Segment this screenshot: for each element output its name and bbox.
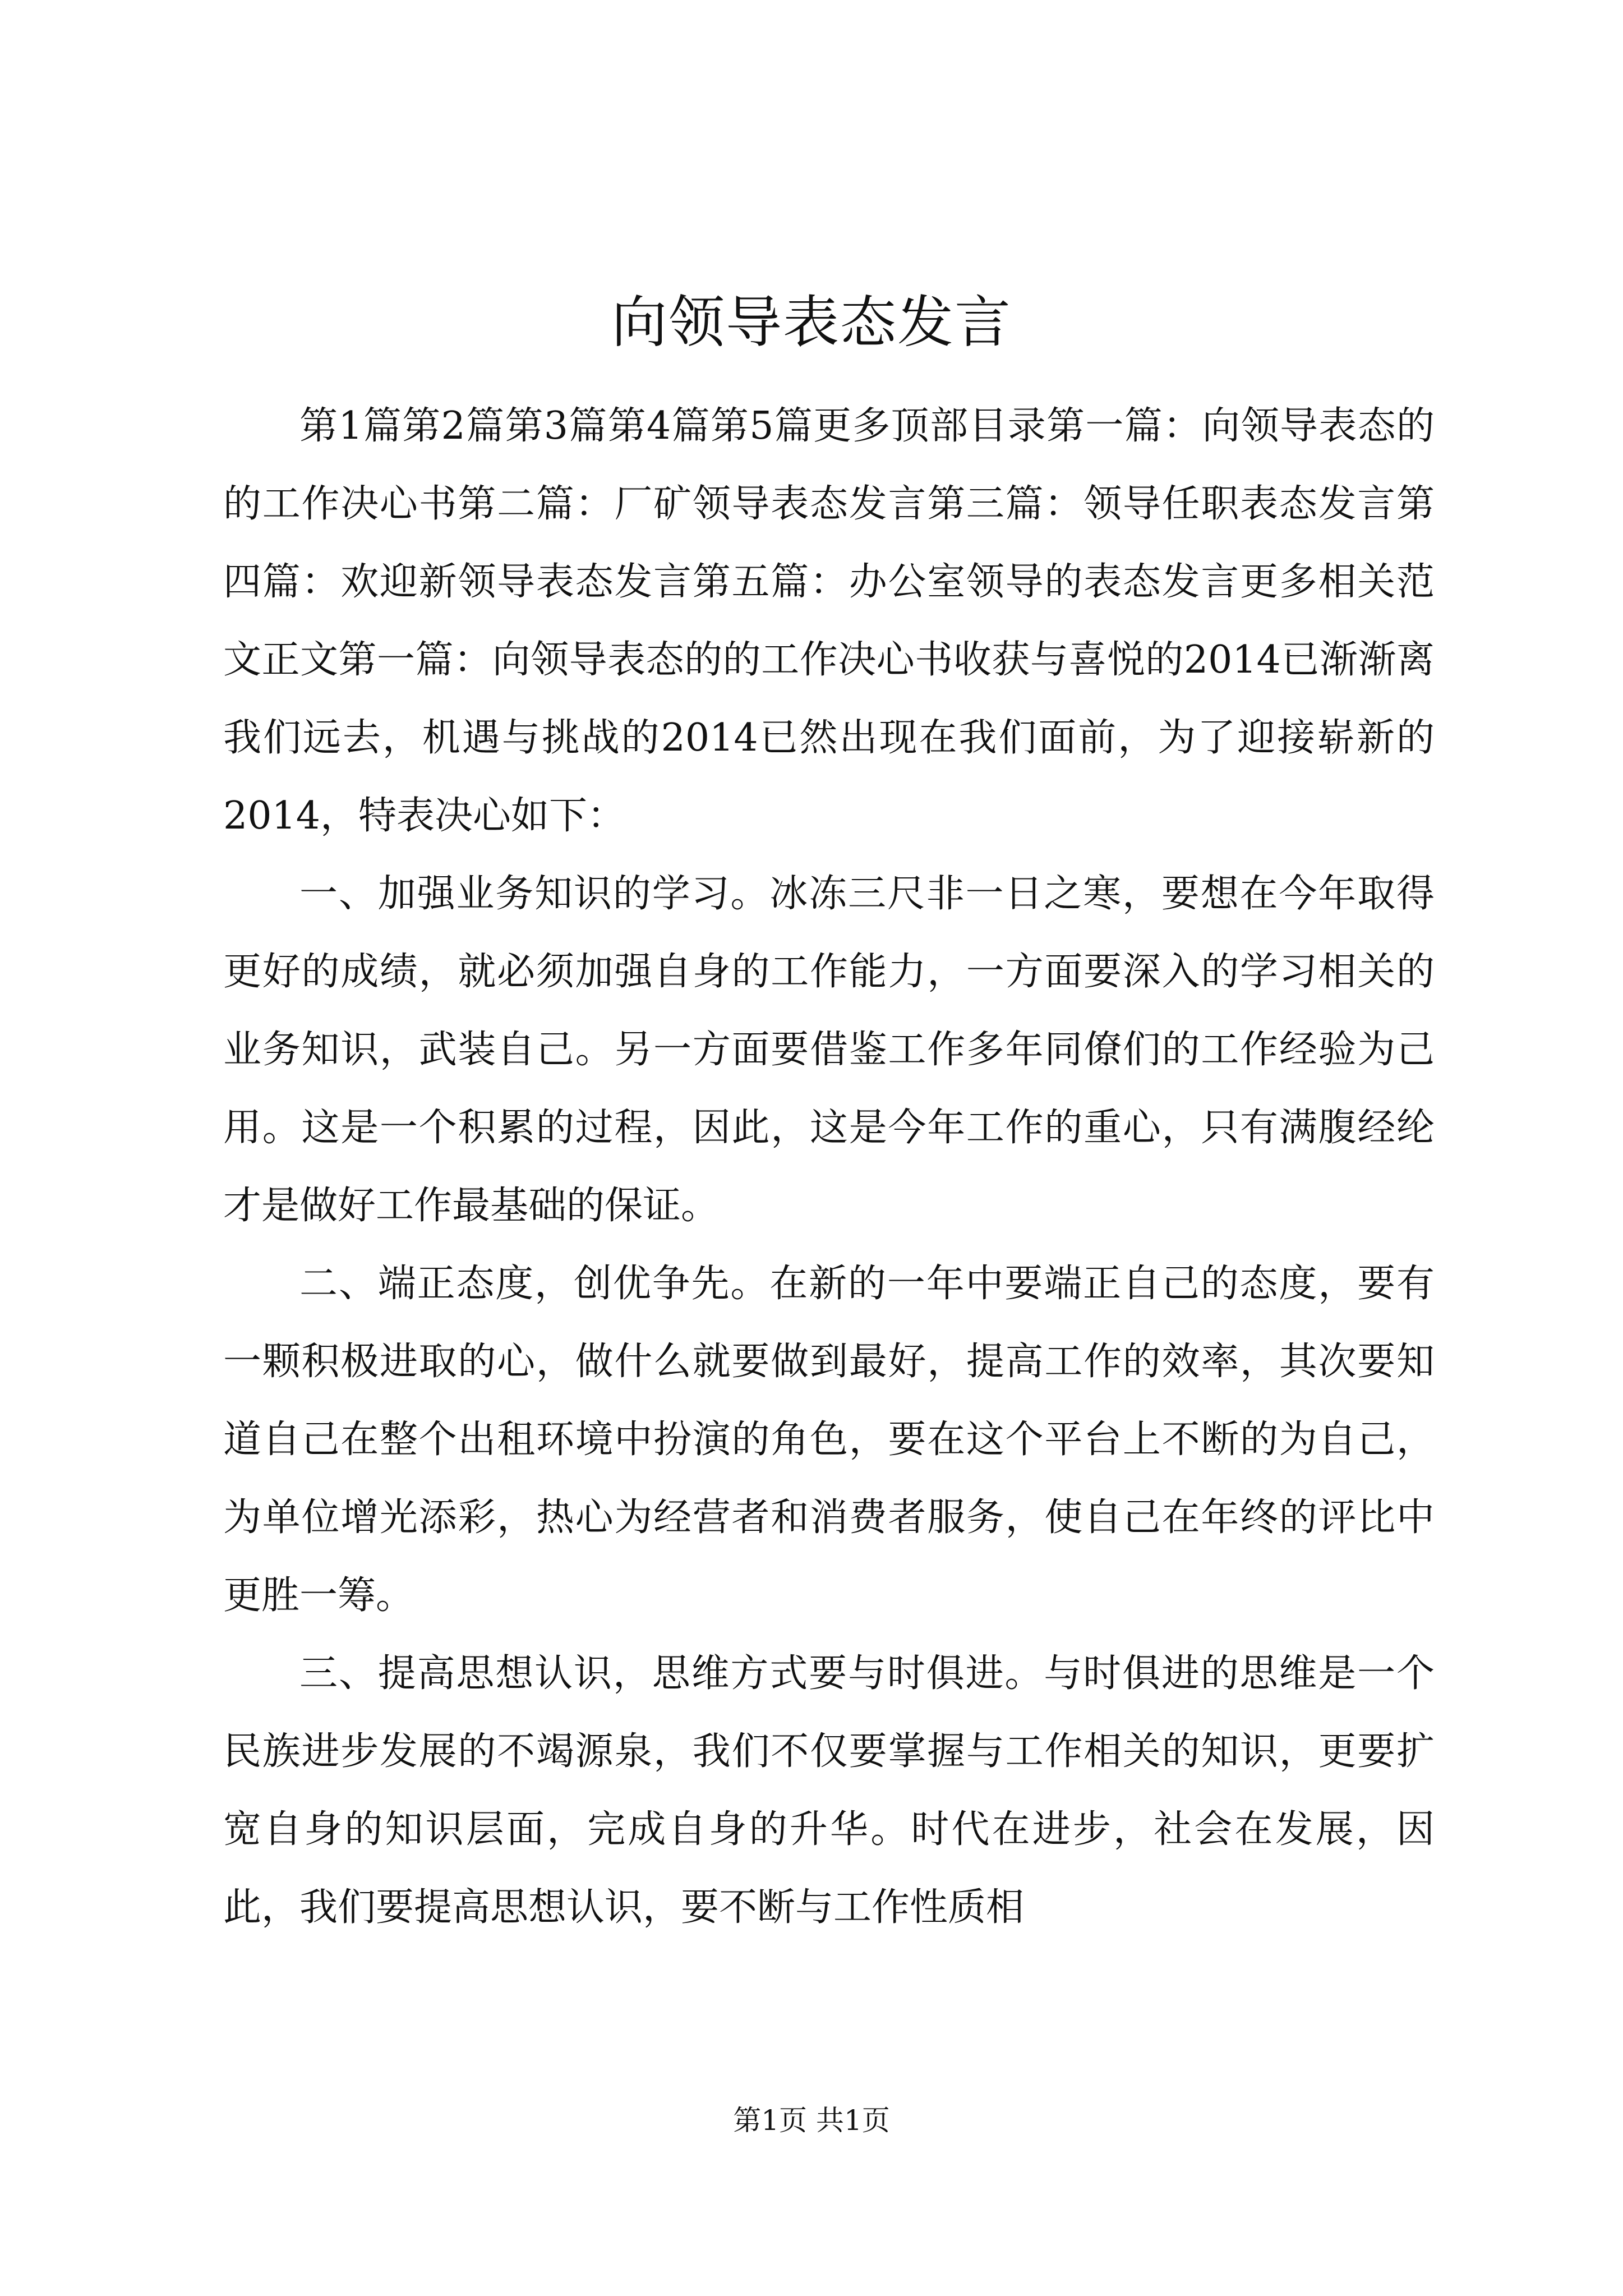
paragraph-point-2: 二、端正态度，创优争先。在新的一年中要端正自己的态度，要有一颗积极进取的心，做什么就要做到最好，提高工作的效率，其次要知道自己在整个出租环境中扮演的角色，要在这个平台上不断的为自己，为单位增光添彩，热心为经营者和消费者服务，使自己在年终的评比中更胜一筹。 <box>223 1262 1435 1618</box>
paragraph-point-3: 三、提高思想认识，思维方式要与时俱进。与时俱进的思维是一个民族进步发展的不竭源泉，我们不仅要掌握与工作相关的知识，更要扩宽自身的知识层面，完成自身的升华。时代在进步，社会在发展，因此，我们要提高思想认识，要不断与工作性质相 <box>223 1651 1435 1930</box>
document-body <box>223 387 1435 1947</box>
document-title: 向领导表态发言 <box>611 289 1012 355</box>
paragraph-point-1: 一、加强业务知识的学习。冰冻三尺非一日之寒，要想在今年取得更好的成绩，就必须加强自身的工作能力，一方面要深入的学习相关的业务知识，武装自己。另一方面要借鉴工作多年同僚们的工作经验为己用。这是一个积累的过程，因此，这是今年工作的重心，只有满腹经纶才是做好工作最基础的保证。 <box>223 872 1435 1228</box>
paragraph-intro: 第1篇第2篇第3篇第4篇第5篇更多顶部目录第一篇：向领导表态的的工作决心书第二篇：厂矿领导表态发言第三篇：领导任职表态发言第四篇：欢迎新领导表态发言第五篇：办公室领导的表态发言更多相关范文正文第一篇：向领导表态的的工作决心书收获与喜悦的2014已渐渐离我们远去，机遇与挑战的2014已然出现在我们面前，为了迎接崭新的2014，特表决心如下： <box>223 404 1435 838</box>
page-footer: 第1页 共1页 <box>733 2104 890 2137</box>
